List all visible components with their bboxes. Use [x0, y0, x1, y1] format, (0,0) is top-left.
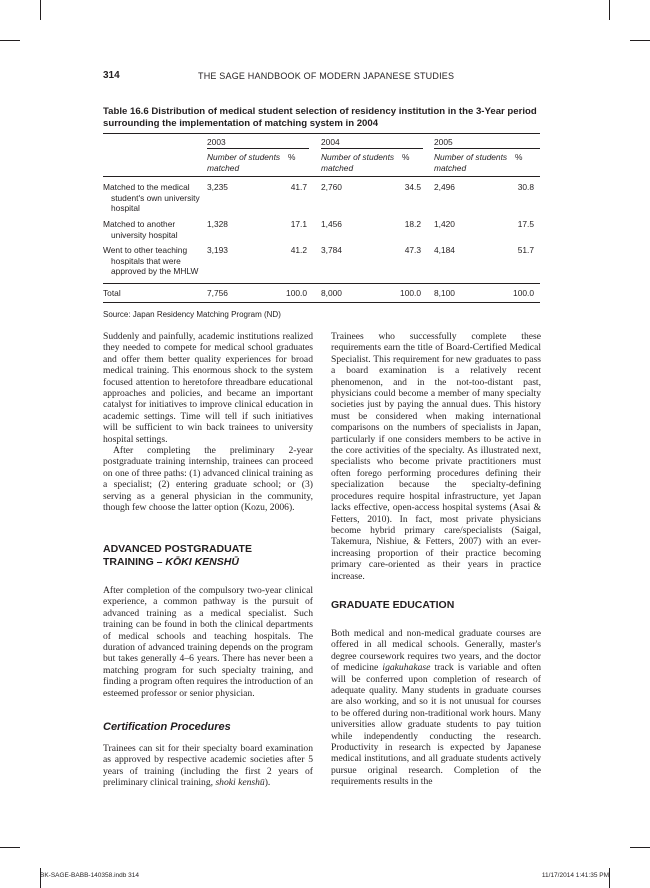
cell-value: 7,756 — [207, 288, 228, 298]
col-header-students: Number of students matched — [434, 152, 508, 173]
cell-value: 1,456 — [321, 219, 342, 229]
crop-mark — [0, 40, 20, 41]
cell-value: 2,760 — [321, 182, 342, 192]
section-heading-graduate-education: GRADUATE EDUCATION — [331, 599, 455, 611]
left-column — [103, 331, 313, 514]
cell-pct: 34.5 — [404, 182, 421, 192]
text-run: ). — [264, 777, 271, 789]
heading-line: ADVANCED POSTGRADUATE — [103, 543, 252, 555]
col-header-pct: % — [288, 152, 296, 162]
year-2004: 2004 — [321, 137, 340, 147]
crop-mark — [609, 868, 610, 888]
cell-value: 3,784 — [321, 245, 342, 255]
left-column-body — [103, 743, 313, 789]
table-row — [103, 245, 540, 283]
year-underline — [321, 148, 423, 149]
row-label: Total — [103, 288, 121, 298]
right-column-body — [331, 628, 541, 788]
paragraph: Suddenly and painfully, academic institutions realized they needed to compete for medical school graduates and offer them better quality experiences for broad medical training. This enormous shock to the system focused attention to heretofore threadbare educational approaches and policies, and became an important catalyst for initiatives to improve clinical education in academic settings. Time will tell if such initiatives will be sufficient to win back trainees to university hospital settings. — [103, 331, 313, 445]
crop-mark — [40, 0, 41, 20]
footer-file: BK-SAGE-BABB-140358.indb 314 — [40, 872, 140, 879]
total-rule — [103, 283, 540, 284]
cell-pct: 47.3 — [404, 245, 421, 255]
row-label: Went to other teaching hospitals that were approved by the MHLW — [103, 245, 199, 276]
italic-term: shoki kenshū — [215, 777, 265, 789]
cell-pct: 41.7 — [290, 182, 307, 192]
cell-pct: 18.2 — [404, 219, 421, 229]
cell-value: 2,496 — [434, 182, 455, 192]
page-number: 314 — [103, 70, 120, 81]
text-run: Both medical and non-medical graduate courses are offered in all medical schools. Generally, master's degree coursework requires two years, and the doctor of medicine — [331, 628, 541, 674]
col-header-pct: % — [515, 152, 523, 162]
heading-line — [103, 556, 313, 569]
text-run: Trainees can sit for their specialty board examination as approved by respective academic societies after 5 years of training (including the first 2 years of preliminary clinical training, — [103, 743, 313, 789]
heading-term: KŌKI KENSHŪ — [165, 556, 239, 568]
paragraph — [331, 628, 541, 788]
row-label: Matched to the medical student's own university hospital — [103, 182, 200, 213]
year-underline — [207, 148, 309, 149]
data-table — [103, 133, 540, 321]
table-source: Source: Japan Residency Matching Program (ND) — [103, 310, 281, 319]
heading-text: TRAINING – — [103, 556, 166, 568]
paragraph — [103, 743, 313, 789]
table-row-total — [103, 288, 540, 302]
table-row — [103, 182, 540, 219]
year-2003: 2003 — [207, 137, 226, 147]
table-header — [103, 134, 540, 173]
paragraph: Trainees who successfully complete these requirements earn the title of Board-Certified Medical Specialist. This requirement for new graduates to pass a board examination is a relatively recent phenomenon, and in the not-too-distant past, physicians could become a member of many specialty societies just by paying the annual dues. This history must be considered when making international comparisons on the numbers of specialists in Japan, particularly if one considers members to be active in the core activities of the specialty. As illustrated next, specialists who become private practitioners must often forego performing procedures defining their specialization because the specialty-defining procedures require hospital infrastructure, yet Japan lacks effective, open-access hospital systems (Asai & Fetters, 2010). In fact, most private physicians become hybrid primary care/specialists (Saigal, Takemura, Nishiue, & Fetters, 2007) with an ever-increasing proportion of their practice becoming primary care-oriented as their years in practice increase. — [331, 331, 541, 582]
col-header-pct: % — [402, 152, 410, 162]
section-heading-advanced-training — [103, 543, 313, 569]
table-bottom-rule — [103, 302, 540, 303]
cell-value: 4,184 — [434, 245, 455, 255]
header-rule — [103, 176, 540, 177]
paragraph: After completion of the compulsory two-year clinical experience, a common pathway is the pursuit of advanced training as a medical specialist. Such training can be found in both the clinical departments of medical schools and teaching hospitals. The duration of advanced training depends on the program but takes generally 4–6 years. There has never been a matching program for such specialty training, and finding a program often requires the introduction of an esteemed professor or senior physician. — [103, 585, 313, 699]
col-header-students: Number of students matched — [321, 152, 395, 173]
left-column-body — [103, 585, 313, 699]
cell-pct: 17.1 — [290, 219, 307, 229]
crop-mark — [609, 0, 610, 20]
footer-timestamp: 11/17/2014 1:41:35 PM — [541, 872, 609, 879]
right-column — [331, 331, 541, 582]
text-run: track is variable and often will be conferred upon completion of research of adequate quality. Many students in graduate courses are also working, and so it is not unusual for courses to be offered during non-traditional work hours. Many universities allow graduate students to pay tuition while independently conducting the research. Productivity in research is expected by Japanese medical institutions, and all graduate students actively pursue original research. Completion of the requirements results in the — [331, 662, 542, 788]
subsection-heading-certification: Certification Procedures — [103, 721, 231, 733]
cell-pct: 100.0 — [400, 288, 421, 298]
cell-pct: 100.0 — [286, 288, 307, 298]
year-2005: 2005 — [434, 137, 453, 147]
italic-term: igakuhakase — [382, 662, 431, 674]
running-head — [103, 70, 543, 81]
row-label: Matched to another university hospital — [103, 219, 178, 240]
cell-value: 8,100 — [434, 288, 455, 298]
cell-pct: 100.0 — [513, 288, 534, 298]
cell-pct: 41.2 — [290, 245, 307, 255]
cell-value: 1,328 — [207, 219, 228, 229]
year-underline — [434, 148, 540, 149]
cell-pct: 51.7 — [517, 245, 534, 255]
table-caption: Table 16.6 Distribution of medical student selection of residency institution in the 3-Year period surrounding the implementation of matching system in 2004 — [103, 106, 537, 129]
crop-mark — [630, 847, 650, 848]
cell-pct: 30.8 — [517, 182, 534, 192]
cell-value: 3,235 — [207, 182, 228, 192]
cell-value: 3,193 — [207, 245, 228, 255]
cell-pct: 17.5 — [517, 219, 534, 229]
crop-mark — [630, 40, 650, 41]
cell-value: 8,000 — [321, 288, 342, 298]
table-row — [103, 219, 540, 245]
col-header-students: Number of students matched — [207, 152, 281, 173]
paragraph: After completing the preliminary 2-year postgraduate training internship, trainees can proceed on one of three paths: (1) advanced clinical training as a specialist; (2) entering graduate school; or (3) serving as a general physician in the community, though few choose the latter option (Kozu, 2006). — [103, 445, 313, 514]
cell-value: 1,420 — [434, 219, 455, 229]
crop-mark — [0, 847, 20, 848]
book-title: THE SAGE HANDBOOK OF MODERN JAPANESE STUDIES — [198, 71, 455, 81]
